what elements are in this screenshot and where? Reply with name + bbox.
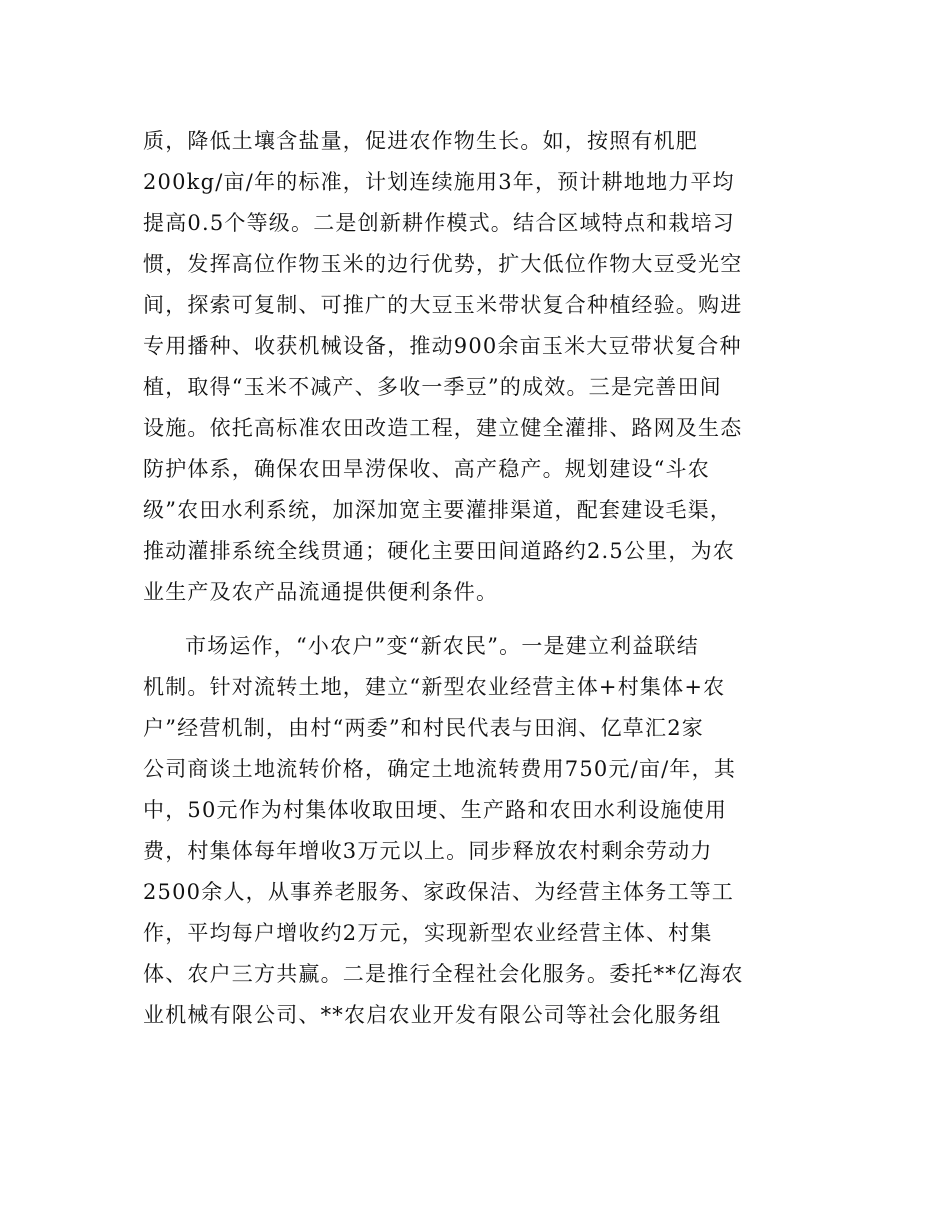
text-line: 业生产及农产品流通提供便利条件。 <box>143 580 499 604</box>
text-line: 2500余人，从事养老服务、家政保洁、为经营主体务工等工 <box>143 880 735 904</box>
text-line: 体、农户三方共赢。二是推行全程社会化服务。委托**亿海农 <box>143 962 744 986</box>
text-line: 作，平均每户增收约2万元，实现新型农业经营主体、村集 <box>143 921 713 945</box>
text-line: 业机械有限公司、**农启农业开发有限公司等社会化服务组 <box>143 1003 722 1027</box>
text-line: 植，取得“玉米不减产、多收一季豆”的成效。三是完善田间 <box>143 375 722 399</box>
text-line: 公司商谈土地流转价格，确定土地流转费用750元/亩/年，其 <box>143 757 737 781</box>
text-line: 户”经营机制，由村“两委”和村民代表与田润、亿草汇2家 <box>143 716 704 740</box>
text-line: 间，探索可复制、可推广的大豆玉米带状复合种植经验。购进 <box>143 293 743 317</box>
text-line: 市场运作，“小农户”变“新农民”。一是建立利益联结 <box>185 634 699 658</box>
text-line: 质，降低土壤含盐量，促进农作物生长。如，按照有机肥 <box>143 129 698 153</box>
text-line: 提高0.5个等级。二是创新耕作模式。结合区域特点和栽培习 <box>143 211 735 235</box>
text-line: 费，村集体每年增收3万元以上。同步释放农村剩余劳动力 <box>143 839 713 863</box>
text-line: 200kg/亩/年的标准，计划连续施用3年，预计耕地地力平均 <box>143 170 735 194</box>
text-line: 推动灌排系统全线贯通；硬化主要田间道路约2.5公里，为农 <box>143 539 735 563</box>
text-line: 设施。依托高标准农田改造工程，建立健全灌排、路网及生态 <box>143 416 743 440</box>
text-line: 中，50元作为村集体收取田埂、生产路和农田水利设施使用 <box>143 798 728 822</box>
text-line: 级”农田水利系统，加深加宽主要灌排渠道，配套建设毛渠， <box>143 498 733 522</box>
text-line: 防护体系，确保农田旱涝保收、高产稳产。规划建设“斗农 <box>143 457 710 481</box>
text-line: 惯，发挥高位作物玉米的边行优势，扩大低位作物大豆受光空 <box>143 252 743 276</box>
text-line: 专用播种、收获机械设备，推动900余亩玉米大豆带状复合种 <box>143 334 742 358</box>
text-line: 机制。针对流转土地，建立“新型农业经营主体+村集体+农 <box>143 675 726 699</box>
